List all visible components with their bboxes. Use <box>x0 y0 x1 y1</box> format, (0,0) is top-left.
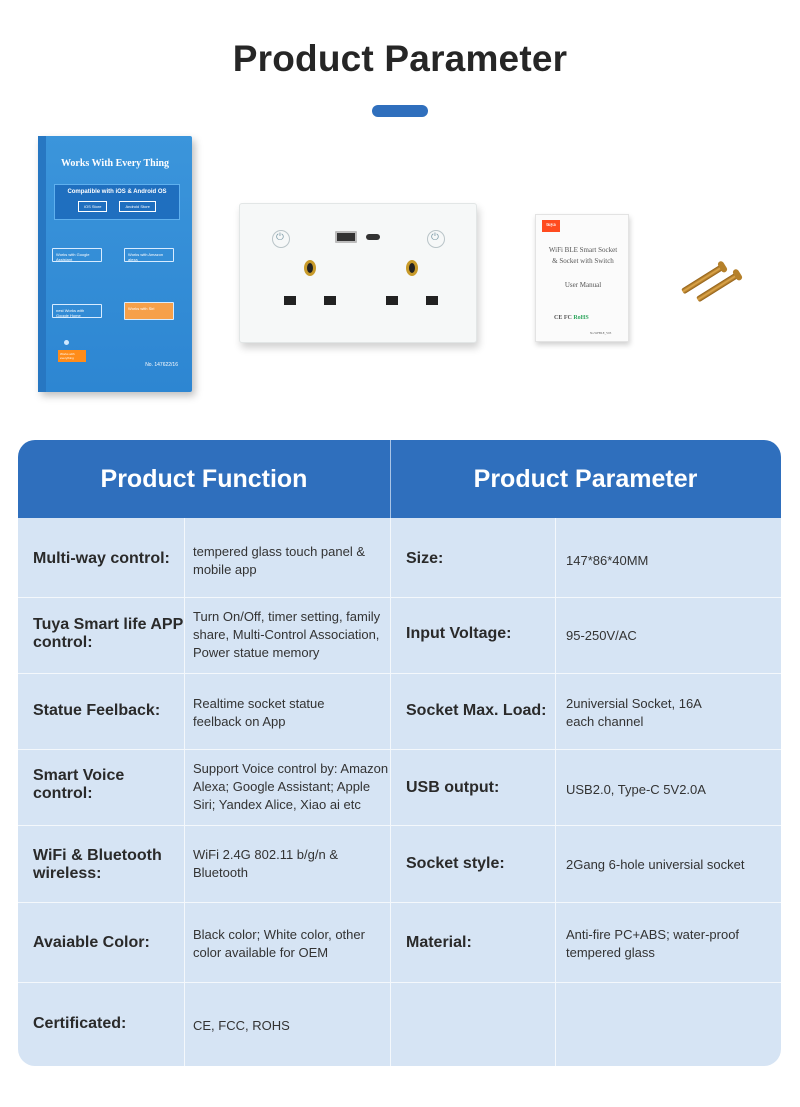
function-value: Turn On/Off, timer setting, family share, Multi-Control Association, Power statue memory <box>193 609 381 660</box>
power-touch-icon <box>427 230 445 248</box>
user-manual-image <box>535 214 629 342</box>
manual-rohs: RoHS <box>573 315 589 321</box>
parameter-label: Size: <box>406 550 444 567</box>
function-value: Black color; White color, other color available for OEM <box>193 927 365 960</box>
parameter-value: USB2.0, Type-C 5V2.0A <box>566 782 706 797</box>
spec-table <box>18 440 781 1066</box>
manual-brand: tuya <box>542 220 560 232</box>
page-title: Product Parameter <box>232 38 568 79</box>
title-underline-bar <box>372 105 428 117</box>
usb-c-port-icon <box>366 234 380 240</box>
row-divider <box>18 825 781 826</box>
box-code: No. 147622/16 <box>145 362 178 368</box>
function-label: Smart Voice control: <box>33 767 125 802</box>
function-value: Realtime socket statue feelback on App <box>193 696 325 729</box>
box-logo-nest-name: nest <box>56 308 64 313</box>
box-panel-text: Compatible with iOS & Android OS <box>67 189 167 195</box>
parameter-label: Socket style: <box>406 855 505 872</box>
box-panel <box>54 184 180 220</box>
box-side-edge <box>38 136 46 392</box>
box-chip-android: Android Store <box>119 201 155 212</box>
universal-socket-icon <box>386 260 438 312</box>
column-divider <box>184 518 185 1066</box>
socket-plate-image <box>239 203 477 343</box>
function-value: Support Voice control by: Amazon Alexa; Google Assistant; Apple Siri; Yandex Alice, Xiao ai etc <box>193 761 389 812</box>
box-dot-icon <box>64 340 69 345</box>
box-logo-google: Works with Google Assistant <box>52 248 102 262</box>
function-label: Tuya Smart life APP control: <box>33 616 183 651</box>
parameter-value: Anti-fire PC+ABS; water-proof tempered glass <box>566 927 740 960</box>
box-logo-nest <box>52 304 102 318</box>
manual-title-line1: WiFi BLE Smart Socket <box>548 246 618 254</box>
box-title: Works With Every Thing <box>60 158 170 169</box>
parameter-value: 2Gang 6-hole universial socket <box>566 857 745 872</box>
parameter-label: Material: <box>406 934 472 951</box>
usb-a-port-icon <box>335 231 357 243</box>
power-touch-icon <box>272 230 290 248</box>
function-label: Multi-way control: <box>33 550 170 567</box>
parameter-value: 2universial Socket, 16A each channel <box>566 696 702 729</box>
row-divider <box>18 982 781 983</box>
parameter-value: 95-250V/AC <box>566 628 637 643</box>
table-header-parameter: Product Parameter <box>473 465 698 493</box>
manual-title <box>536 245 630 267</box>
parameter-label: Socket Max. Load: <box>406 702 547 719</box>
box-logo-alexa: Works with Amazon alexa <box>124 248 174 262</box>
function-label: Certificated: <box>33 1015 127 1032</box>
manual-title-line2: & Socket with Switch <box>552 257 614 265</box>
box-tag: Works with everything <box>58 350 86 362</box>
function-label: Avaiable Color: <box>33 934 150 951</box>
table-header-function: Product Function <box>100 465 308 493</box>
table-header <box>18 440 781 518</box>
row-divider <box>18 673 781 674</box>
box-logo-siri: Works with Siri <box>124 302 174 320</box>
function-label: Statue Feelback: <box>33 702 161 719</box>
function-label: WiFi & Bluetooth wireless: <box>33 847 162 882</box>
row-divider <box>18 902 781 903</box>
parameter-value: 147*86*40MM <box>566 553 649 568</box>
parameter-label: USB output: <box>406 779 500 796</box>
row-divider <box>18 597 781 598</box>
manual-subtitle: User Manual <box>564 281 602 289</box>
manual-cert <box>554 315 589 321</box>
function-value: tempered glass touch panel & mobile app <box>193 544 365 577</box>
manual-cert-marks: CE FC <box>554 315 572 321</box>
universal-socket-icon <box>284 260 336 312</box>
manual-code: No.WFBLE_V03 <box>590 331 612 335</box>
product-box-image <box>38 136 192 392</box>
parameter-label: Input Voltage: <box>406 625 512 642</box>
row-divider <box>18 749 781 750</box>
function-value: WiFi 2.4G 802.11 b/g/n & Bluetooth <box>193 847 338 880</box>
function-value: CE, FCC, ROHS <box>193 1018 290 1033</box>
box-logo-nest-sub: Works with Google Home <box>56 308 85 318</box>
box-chip-ios: iOS Store <box>78 201 107 212</box>
